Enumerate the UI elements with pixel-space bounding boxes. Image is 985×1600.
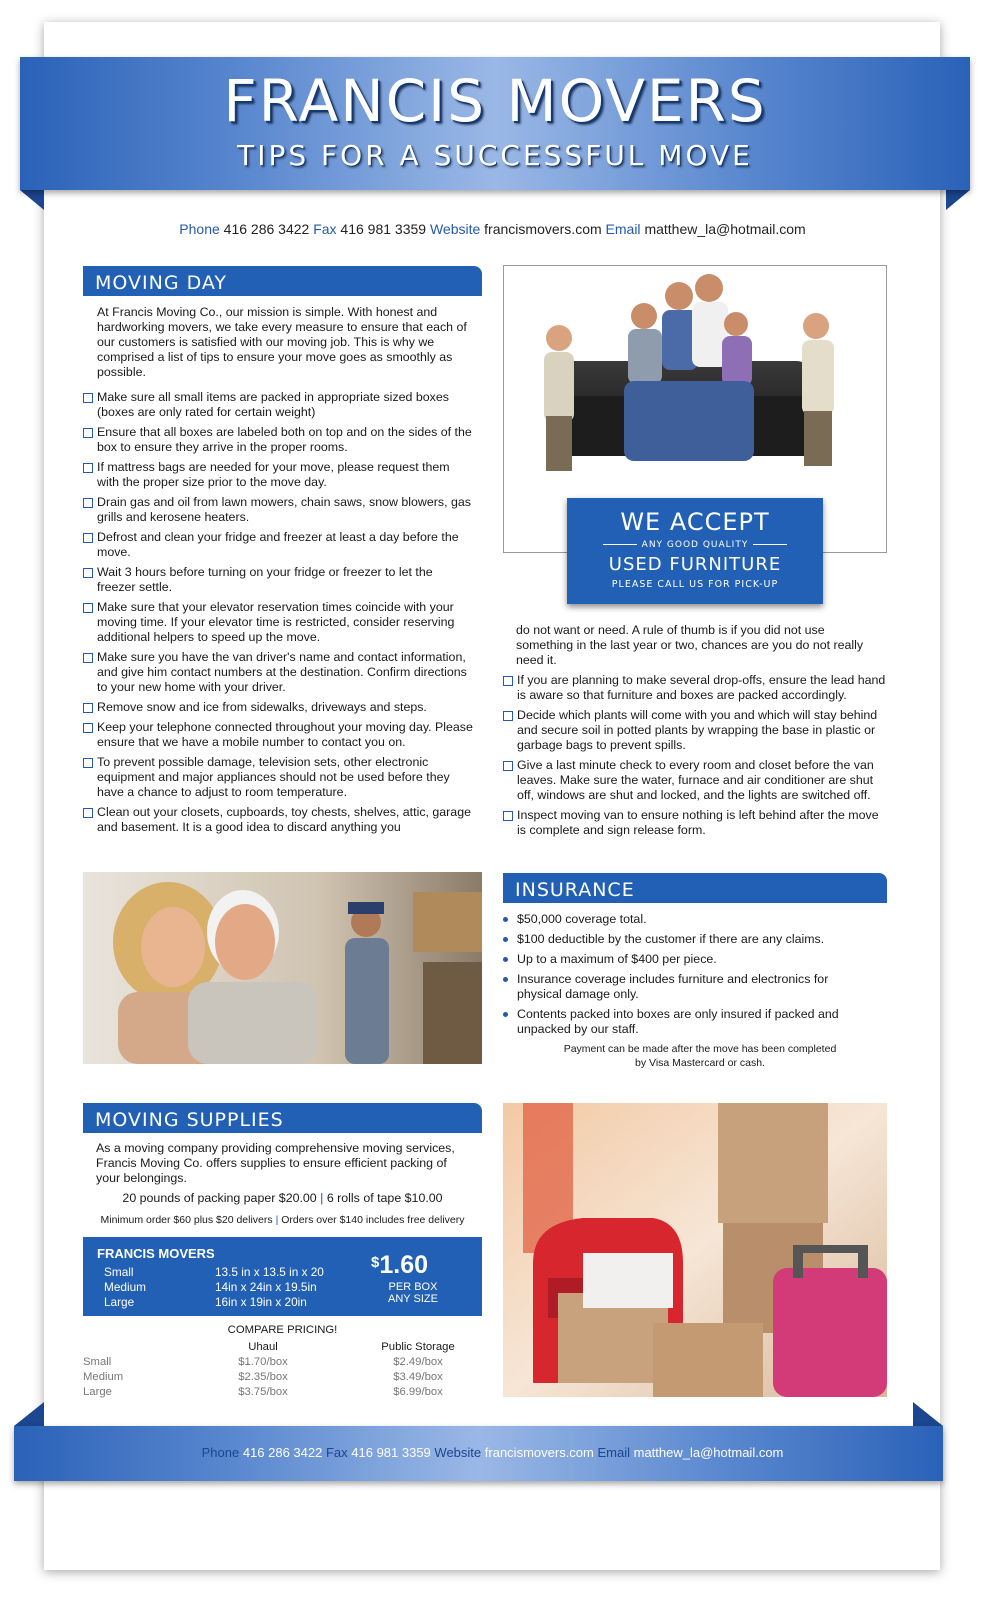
accept-subline	[567, 540, 823, 550]
tip-item: Clean out your closets, cupboards, toy chests, shelves, attic, garage and basement. It is a good idea to discard anything you	[83, 805, 473, 835]
tips-continued: do not want or need. A rule of thumb is if you did not use something in the last year or two, chances are you do not really need it.	[516, 623, 864, 667]
website-value[interactable]: francismovers.com	[484, 1445, 594, 1460]
compare-row-small: Small	[83, 1356, 112, 1368]
accept-subline-text: ANY GOOD QUALITY	[641, 540, 749, 550]
email-label: Email	[597, 1445, 630, 1460]
accept-call-pickup: PLEASE CALL US FOR PICK-UP	[611, 579, 779, 590]
price-box	[83, 1237, 482, 1316]
free-delivery: Orders over $140 includes free delivery	[281, 1214, 465, 1226]
contact-line-bottom	[0, 1445, 985, 1460]
couple-photo	[83, 872, 482, 1064]
tips-list-right	[503, 673, 888, 843]
currency-symbol: $	[371, 1254, 380, 1271]
tips-list-left	[83, 390, 473, 840]
moving-day-title: MOVING DAY	[83, 266, 482, 296]
website-label: Website	[434, 1445, 482, 1460]
offer-tape: 6 rolls of tape $10.00	[326, 1191, 443, 1205]
dims-large: 16in x 19in x 20in	[215, 1295, 307, 1309]
tip-item: Inspect moving van to ensure nothing is left behind after the move is complete and sign release form.	[503, 808, 888, 838]
price-box-title: FRANCIS MOVERS	[97, 1246, 215, 1261]
minimum-order: Minimum order $60 plus $20 delivers	[100, 1214, 273, 1226]
phone-label: Phone	[179, 221, 220, 237]
header-ribbon	[20, 57, 970, 190]
tip-item: Drain gas and oil from lawn mowers, chain saws, snow blowers, gas grills and kerosene heaters.	[83, 495, 473, 525]
compare-col-uhaul: Uhaul	[248, 1341, 278, 1353]
accept-heading: WE ACCEPT	[620, 508, 770, 536]
size-medium: Medium	[104, 1280, 146, 1294]
supplies-intro: As a moving company providing comprehensive moving services, Francis Moving Co. offers supplies to ensure efficient packing of your belongings.	[96, 1141, 455, 1185]
uhaul-medium: $2.35/box	[238, 1371, 288, 1383]
tip-item: Wait 3 hours before turning on your fridge or freezer to let the freezer settle.	[83, 565, 473, 595]
website-label: Website	[429, 221, 481, 237]
storage-medium: $3.49/box	[393, 1371, 443, 1383]
email-value[interactable]: matthew_la@hotmail.com	[633, 1445, 784, 1460]
fax-value: 416 981 3359	[340, 221, 427, 237]
payment-note-line2: by Visa Mastercard or cash.	[635, 1057, 765, 1069]
tip-item: Keep your telephone connected throughout your moving day. Please ensure that we have a mobile number to contact you on.	[83, 720, 473, 750]
boxes-chair-photo	[503, 1103, 887, 1397]
tip-item: Ensure that all boxes are labeled both on top and on the sides of the box to ensure they arrive in the proper rooms.	[83, 425, 473, 455]
per-box-label: PER BOX	[388, 1281, 438, 1293]
ribbon-fold-left	[20, 190, 44, 210]
supplies-minimum	[83, 1214, 482, 1226]
insurance-title: INSURANCE	[503, 873, 887, 903]
insurance-item: Contents packed into boxes are only insured if packed and unpacked by our staff.	[503, 1007, 873, 1037]
insurance-item: $50,000 coverage total.	[503, 912, 873, 927]
insurance-item: Insurance coverage includes furniture and electronics for physical damage only.	[503, 972, 873, 1002]
tip-item: Make sure all small items are packed in appropriate sized boxes (boxes are only rated for certain weight)	[83, 390, 473, 420]
moving-day-intro: At Francis Moving Co., our mission is simple. With honest and hardworking movers, we take every measure to ensure that each of our customers is satisfied with our moving job. This is why we comprised a list of tips to ensure your move goes as smoothly as possible.	[97, 305, 467, 379]
fax-value: 416 981 3359	[351, 1445, 431, 1460]
tip-item: Remove snow and ice from sidewalks, driveways and steps.	[83, 700, 473, 715]
footer-fold-right	[913, 1402, 943, 1426]
compare-row-medium: Medium	[83, 1371, 124, 1383]
contact-line-top	[0, 221, 985, 237]
tip-item: If mattress bags are needed for your move, please request them with the proper size prior to the move day.	[83, 460, 473, 490]
we-accept-banner	[567, 498, 823, 604]
website-value[interactable]: francismovers.com	[484, 221, 602, 237]
tip-item: Make sure you have the van driver's name and contact information, and give him contact numbers at the destination. Confirm directions to your new home with your driver.	[83, 650, 473, 695]
ribbon-fold-right	[946, 190, 970, 210]
storage-small: $2.49/box	[393, 1356, 443, 1368]
dims-medium: 14in x 24in x 19.5in	[215, 1280, 317, 1294]
offer-divider: |	[320, 1191, 324, 1205]
tip-item: If you are planning to make several drop-offs, ensure the lead hand is aware so that furniture and boxes are packed accordingly.	[503, 673, 888, 703]
email-label: Email	[605, 221, 641, 237]
tip-item: Give a last minute check to every room and closet before the van leaves. Make sure the water, furnace and air conditioner are shut off, windows are shut and locked, and the lights are switched off.	[503, 758, 888, 803]
uhaul-small: $1.70/box	[238, 1356, 288, 1368]
accept-used-furniture: USED FURNITURE	[608, 554, 782, 575]
tip-item: Defrost and clean your fridge and freezer at least a day before the move.	[83, 530, 473, 560]
any-size-label: ANY SIZE	[388, 1293, 438, 1305]
tip-item: To prevent possible damage, television sets, other electronic equipment and major appliances should not be used before they have a chance to adjust to room temperature.	[83, 755, 473, 800]
payment-note-line1: Payment can be made after the move has been completed	[563, 1043, 837, 1055]
tip-item: Make sure that your elevator reservation times coincide with your moving time. If your elevator time is restricted, consider reserving additional helpers to speed up the move.	[83, 600, 473, 645]
box-price	[371, 1251, 428, 1280]
fax-label: Fax	[325, 1445, 348, 1460]
compare-row-large: Large	[83, 1386, 112, 1398]
moving-supplies-title: MOVING SUPPLIES	[83, 1103, 482, 1133]
phone-value: 416 286 3422	[242, 1445, 323, 1460]
brand-title: FRANCIS MOVERS	[223, 67, 767, 135]
email-value[interactable]: matthew_la@hotmail.com	[644, 221, 806, 237]
minimum-divider: |	[275, 1214, 279, 1226]
insurance-item: $100 deductible by the customer if there are any claims.	[503, 932, 873, 947]
size-small: Small	[104, 1265, 134, 1279]
offer-paper: 20 pounds of packing paper $20.00	[122, 1191, 317, 1205]
insurance-list	[503, 912, 873, 1042]
uhaul-large: $3.75/box	[238, 1386, 288, 1398]
phone-label: Phone	[201, 1445, 240, 1460]
tip-item: Decide which plants will come with you and which will stay behind and secure soil in potted plants by wrapping the base in plastic or garbage bags to prevent spills.	[503, 708, 888, 753]
box-price-value: 1.60	[379, 1251, 429, 1279]
compare-title: COMPARE PRICING!	[227, 1324, 338, 1336]
insurance-item: Up to a maximum of $400 per piece.	[503, 952, 873, 967]
dims-small: 13.5 in x 13.5 in x 20	[215, 1265, 324, 1279]
size-large: Large	[104, 1295, 135, 1309]
phone-value: 416 286 3422	[223, 221, 310, 237]
fax-label: Fax	[313, 221, 337, 237]
footer-fold-left	[14, 1402, 44, 1426]
compare-col-storage: Public Storage	[381, 1341, 455, 1353]
storage-large: $6.99/box	[393, 1386, 443, 1398]
payment-note	[520, 1042, 880, 1070]
brand-tagline: TIPS FOR A SUCCESSFUL MOVE	[237, 139, 753, 172]
supplies-offer	[83, 1191, 482, 1205]
